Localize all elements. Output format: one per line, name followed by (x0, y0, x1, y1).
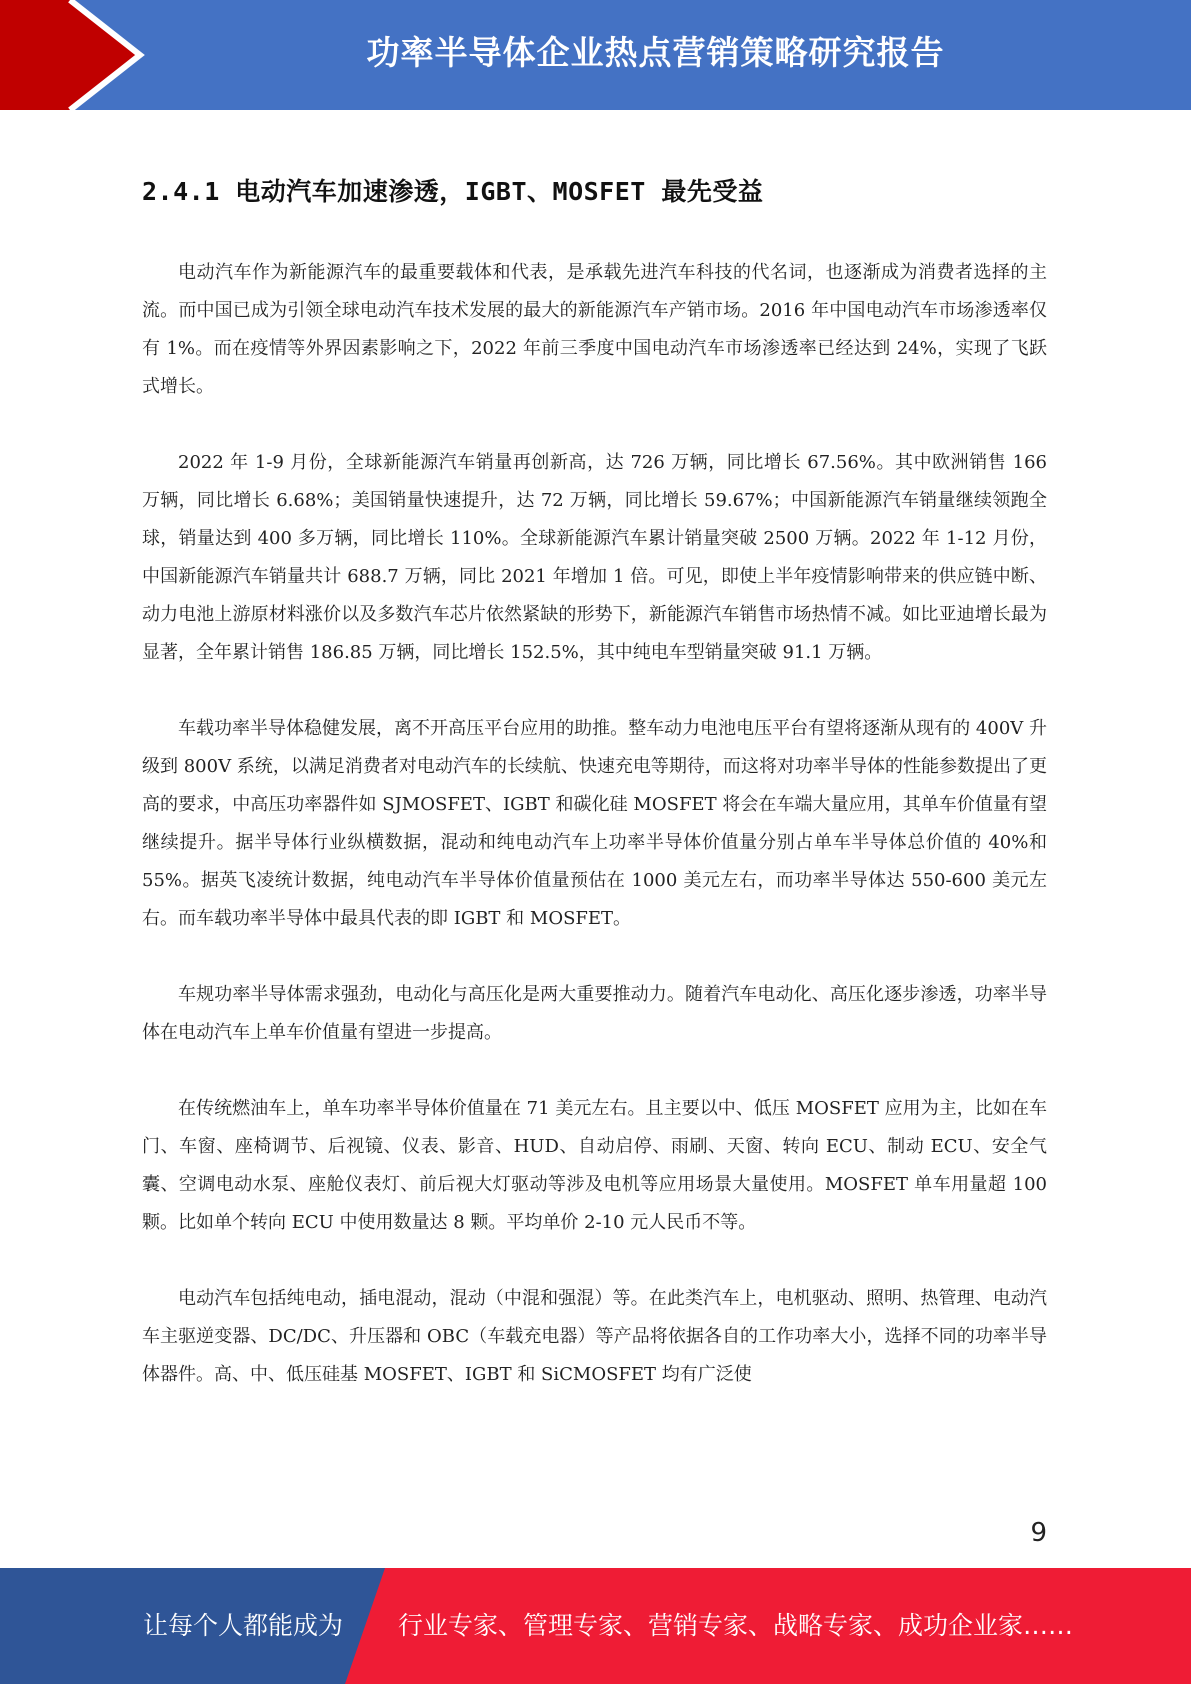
paragraph: 电动汽车包括纯电动，插电混动，混动（中混和强混）等。在此类汽车上，电机驱动、照明、热管理、电动汽车主驱逆变器、DC/DC、升压器和 OBC（车载充电器）等产品将依据各自的工作功率大小，选择不同的功率半导体器件。高、中、低压硅基 MOSFET、IGBT 和 SiCMOSFET 均有广泛使 (142, 1288, 1047, 1385)
paragraph: 2022 年 1-9 月份，全球新能源汽车销量再创新高，达 726 万辆，同比增长 67.56%。其中欧洲销售 166 万辆，同比增长 6.68%；美国销量快速提升，达 72 万辆，同比增长 59.67%；中国新能源汽车销量继续领跑全球，销量达到 400 多万辆，同比增长 110%。全球新能源汽车累计销量突破 2500 万辆。2022 年 1-12 月份，中国新能源汽车销量共计 688.7 万辆，同比 2021 年增加 1 倍。可见，即使上半年疫情影响带来的供应链中断、动力电池上游原材料涨价以及多数汽车芯片依然紧缺的形势下，新能源汽车销售市场热情不减。如比亚迪增长最为显著，全年累计销售 186.85 万辆，同比增长 152.5%，其中纯电车型销量突破 91.1 万辆。 (142, 452, 1047, 663)
document-body (142, 160, 1047, 1432)
section-heading: 2.4.1 电动汽车加速渗透，IGBT、MOSFET 最先受益 (142, 177, 764, 206)
paragraph: 车规功率半导体需求强劲，电动化与高压化是两大重要推动力。随着汽车电动化、高压化逐步渗透，功率半导体在电动汽车上单车价值量有望进一步提高。 (142, 984, 1047, 1043)
header-banner (0, 0, 1191, 110)
footer-slogan-left: 让每个人都能成为 (143, 1611, 344, 1640)
paragraph: 电动汽车作为新能源汽车的最重要载体和代表，是承载先进汽车科技的代名词，也逐渐成为消费者选择的主流。而中国已成为引领全球电动汽车技术发展的最大的新能源汽车产销市场。2016 年中国电动汽车市场渗透率仅有 1%。而在疫情等外界因素影响之下，2022 年前三季度中国电动汽车市场渗透率已经达到 24%，实现了飞跃式增长。 (142, 262, 1047, 397)
paragraph: 在传统燃油车上，单车功率半导体价值量在 71 美元左右。且主要以中、低压 MOSFET 应用为主，比如在车门、车窗、座椅调节、后视镜、仪表、影音、HUD、自动启停、雨刷、天窗、转向 ECU、制动 ECU、安全气囊、空调电动水泵、座舱仪表灯、前后视大灯驱动等涉及电机等应用场景大量使用。MOSFET 单车用量超 100 颗。比如单个转向 ECU 中使用数量达 8 颗。平均单价 2-10 元人民币不等。 (142, 1098, 1047, 1233)
report-title: 功率半导体企业热点营销策略研究报告 (366, 33, 945, 72)
page-number: 9 (1030, 1518, 1047, 1548)
paragraph: 车载功率半导体稳健发展，离不开高压平台应用的助推。整车动力电池电压平台有望将逐渐从现有的 400V 升级到 800V 系统，以满足消费者对电动汽车的长续航、快速充电等期待，而这将对功率半导体的性能参数提出了更高的要求，中高压功率器件如 SJMOSFET、IGBT 和碳化硅 MOSFET 将会在车端大量应用，其单车价值量有望继续提升。据半导体行业纵横数据，混动和纯电动汽车上功率半导体价值量分别占单车半导体总价值的 40%和 55%。据英飞凌统计数据，纯电动汽车半导体价值量预估在 1000 美元左右，而功率半导体达 550-600 美元左右。而车载功率半导体中最具代表的即 IGBT 和 MOSFET。 (142, 718, 1047, 929)
footer-banner (0, 1568, 1191, 1684)
footer-slogan-right: 行业专家、管理专家、营销专家、战略专家、成功企业家…… (398, 1611, 1074, 1640)
